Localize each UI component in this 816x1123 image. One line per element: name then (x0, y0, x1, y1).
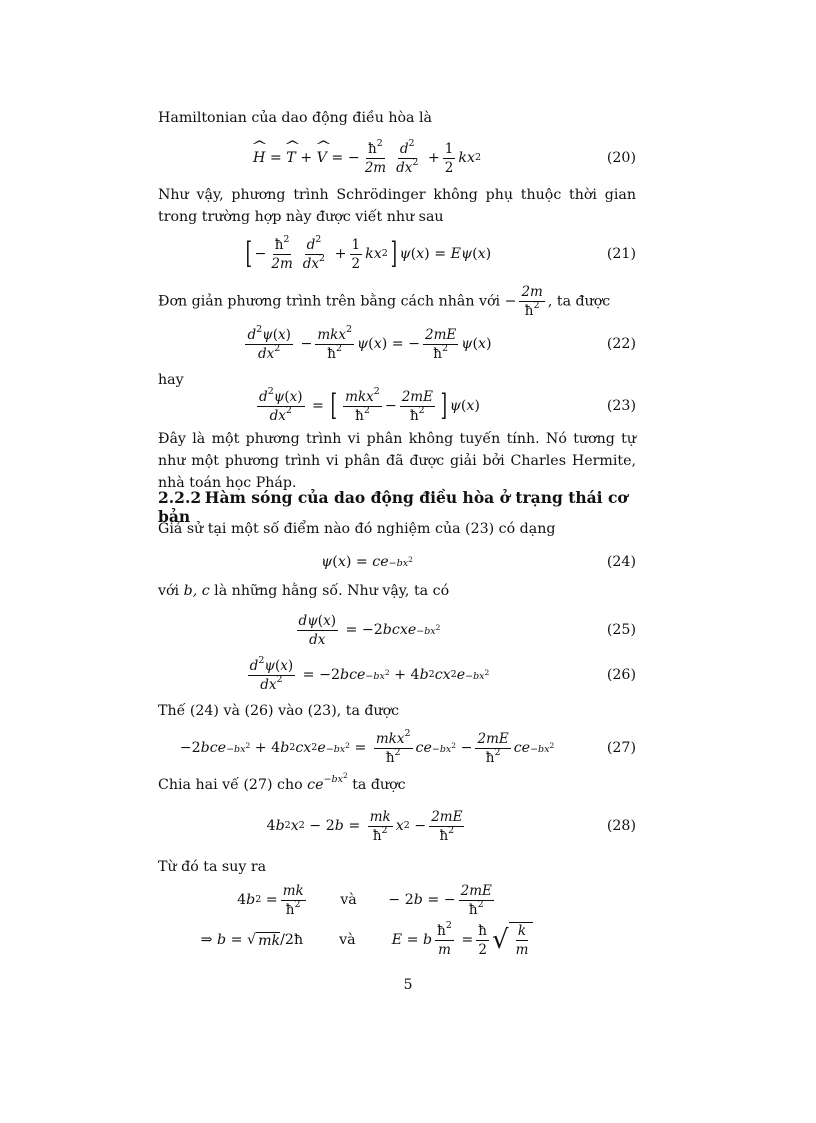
equation-26 (158, 653, 636, 697)
equation-24-body: ψ ( x ) = ce $-bx^2$ (321, 554, 413, 570)
equation-number-22: (22) (606, 336, 636, 352)
equation-27-body: −2 bce $-bx^2$ + 4 b 2 cx 2 e $-bx^2$ = $\frac{mkx^2}{ħ^2}$ ce $-bx^2$ − $\frac{2mE}{ħ^2}$ ce $-bx^2$ (179, 727, 555, 766)
equation-20 (158, 136, 636, 180)
paragraph-constants-text-a: với (158, 583, 184, 599)
paragraph-assume: Giả sử tại một số điểm nào đó nghiệm của (23) có dạng (158, 521, 556, 537)
equation-number-26: (26) (606, 667, 636, 683)
equation-27 (158, 726, 636, 770)
equation-28 (158, 804, 636, 848)
equation-21 (158, 232, 636, 276)
equation-20-body: ^ H = ^ T + ^ V = − $\frac{ħ^2}{2m}$ $\frac{d^2}{dx^2}$ + $\frac{1}{2}$ kx 2 (158, 136, 576, 180)
equation-22-body: $\frac{d^2\psi(x)}{dx^2}$ − $\frac{mkx^2}{ħ^2}$ ψ ( x ) = − $\frac{2mE}{ħ^2}$ ψ ( x ) (247, 323, 492, 362)
paragraph-constants-text-b: là những hằng số. Như vậy, ta có (209, 583, 450, 599)
result-line-1 (158, 878, 636, 922)
connector-and-1: và (340, 892, 357, 908)
paragraph-substitute: Thế (24) và (26) vào (23), ta được (158, 703, 400, 719)
equation-number-28: (28) (606, 818, 636, 834)
equation-23 (158, 384, 636, 428)
paragraph-constants: với b, c là những hằng số. Như vậy, ta có (158, 583, 450, 599)
paragraph-divide-text-b: ta được (347, 777, 406, 793)
equation-24 (158, 540, 636, 584)
equation-number-21: (21) (606, 246, 636, 262)
paragraph-or: hay (158, 372, 184, 388)
equation-22 (158, 322, 636, 366)
paragraph-deduce: Từ đó ta suy ra (158, 859, 267, 875)
equation-25-body: $\frac{d\psi(x)}{dx}$ = −2 bcxe $-bx^2$ (298, 612, 441, 648)
paragraph-simplify-text-a: Đơn giản phương trình trên bằng cách nhân với − (158, 293, 517, 310)
equation-number-23: (23) (606, 398, 636, 414)
paragraph-hermite: Đây là một phương trình vi phân không tuyến tính. Nó tương tự như một phương trình vi phân đã được giải bởi Charles Hermite, nhà toán học Pháp. (158, 431, 636, 491)
equation-number-27: (27) (606, 740, 636, 756)
result-line-1-body: 4 b 2 = $\frac{mk}{ħ^2}$ và − 2 b = − $\frac{2mE}{ħ^2}$ (237, 882, 492, 918)
section-title: Hàm sóng của dao động điều hòa ở trạng thái cơ bản (158, 488, 628, 526)
equation-25 (158, 608, 636, 652)
equation-26-body: $\frac{d^2\psi(x)}{dx^2}$ = −2 bce $-bx^2$ + 4 b 2 cx 2 e $-bx^2$ (249, 654, 490, 693)
paragraph-simplify: Đơn giản phương trình trên bằng cách nhân với − $\frac{2m}{ħ^2}$ , ta được (158, 284, 611, 319)
equation-number-25: (25) (606, 622, 636, 638)
connector-and-2: và (339, 932, 356, 948)
equation-number-24: (24) (606, 554, 636, 570)
section-number: 2.2.2 (158, 488, 202, 507)
result-line-2-body: ⇒ b = √ mk /2ħ và E = b $\frac{ħ^2}{m}$ = $\frac{ħ}{2}$ √ $\frac{k}{m}$ (158, 918, 576, 962)
paragraph-schrodinger: Như vậy, phương trình Schrödinger không phụ thuộc thời gian trong trường hợp này được viết như sau (158, 187, 636, 225)
paragraph-simplify-text-b: , ta được (547, 293, 611, 310)
paragraph-divide: Chia hai vế (27) cho $ce^{-bx^2}$ ta được (158, 771, 406, 793)
equation-number-20: (20) (606, 150, 636, 166)
equation-21-body: [ − $\frac{ħ^2}{2m}$ $\frac{d^2}{dx^2}$ + $\frac{1}{2}$ kx 2 ] ψ ( x ) = Eψ ( x ) (245, 233, 492, 272)
equation-28-body: 4 b 2 x 2 − 2 b = $\frac{mk}{ħ^2}$ x 2 − $\frac{2mE}{ħ^2}$ (266, 808, 463, 844)
paragraph-hamiltonian-intro: Hamiltonian của dao động điều hòa là (158, 110, 433, 126)
paragraph-divide-text-a: Chia hai vế (27) cho (158, 777, 308, 793)
result-line-2 (158, 918, 636, 962)
page-number: 5 (403, 977, 413, 993)
equation-23-body: $\frac{d^2\psi(x)}{dx^2}$ = [ $\frac{mkx^2}{ħ^2}$ − $\frac{2mE}{ħ^2}$ ] ψ ( x ) (259, 385, 480, 424)
